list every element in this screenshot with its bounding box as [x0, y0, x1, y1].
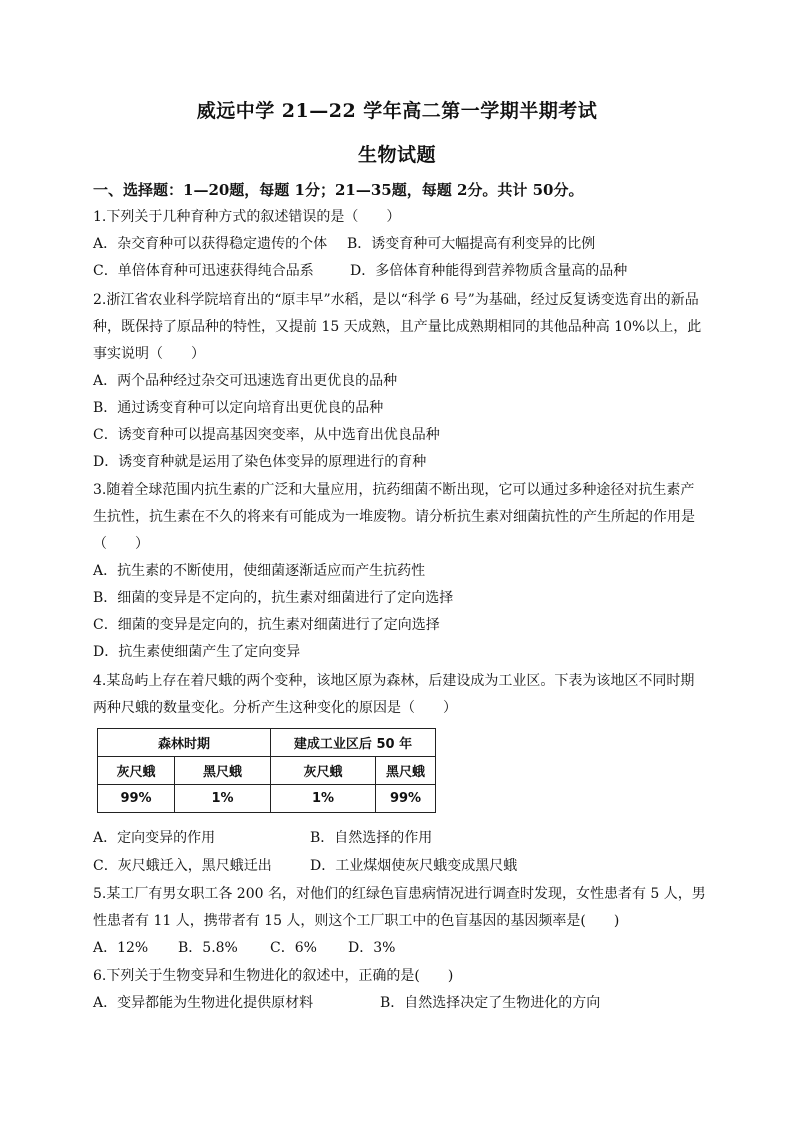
q6-stem: 6.下列关于生物变异和生物进化的叙述中，正确的是( )	[93, 968, 454, 984]
table-col-black-moth-1: 黑尺蛾	[175, 757, 271, 785]
table-cell: 1%	[271, 785, 376, 813]
q2-stem-line1: 2.浙江省农业科学院培育出的“原丰早”水稻，是以“科学 6 号”为基础，经过反复诱变选育出的新品	[93, 292, 699, 308]
q1-option-a: A．杂交育种可以获得稳定遗传的个体	[93, 236, 328, 252]
q1-option-d: D．多倍体育种能得到营养物质含量高的品种	[350, 263, 628, 279]
q5-option-c: C．6%	[270, 940, 317, 956]
table-col-gray-moth-2: 灰尺蛾	[271, 757, 376, 785]
q2-option-c: C．诱变育种可以提高基因突变率，从中选育出优良品种	[93, 427, 440, 443]
q2-stem-line2: 种，既保持了原品种的特性，又提前 15 天成熟，且产量比成熟期相同的其他品种高 10%以上，此	[93, 319, 702, 335]
q1-option-c: C．单倍体育种可迅速获得纯合品系	[93, 263, 314, 279]
q3-option-d: D．抗生素使细菌产生了定向变异	[93, 644, 301, 660]
q6-option-a: A．变异都能为生物进化提供原材料	[93, 995, 314, 1011]
q4-option-b: B．自然选择的作用	[310, 830, 433, 846]
q3-option-c: C．细菌的变异是定向的，抗生素对细菌进行了定向选择	[93, 617, 440, 633]
section-heading: 一、选择题：1—20题，每题 1分；21—35题，每题 2分。共计 50分。	[93, 181, 584, 199]
moth-population-table	[97, 728, 436, 813]
q2-stem-line3: 事实说明（ ）	[93, 346, 205, 362]
q6-option-b: B．自然选择决定了生物进化的方向	[380, 995, 601, 1011]
q3-stem-line3: （ ）	[93, 536, 149, 552]
q2-option-b: B．通过诱变育种可以定向培育出更优良的品种	[93, 400, 384, 416]
table-cell: 99%	[98, 785, 175, 813]
exam-title: 威远中学 21—22 学年高二第一学期半期考试	[196, 100, 598, 122]
q1-option-b: B．诱变育种可大幅提高有利变异的比例	[347, 236, 596, 252]
table-col-gray-moth-1: 灰尺蛾	[98, 757, 175, 785]
q4-stem-line2: 两种尺蛾的数量变化。分析产生这种变化的原因是（ ）	[93, 700, 457, 716]
q5-option-a: A．12%	[93, 940, 149, 956]
q3-option-b: B．细菌的变异是不定向的，抗生素对细菌进行了定向选择	[93, 590, 454, 606]
q4-option-c: C．灰尺蛾迁入，黑尺蛾迁出	[93, 858, 272, 874]
q4-stem-line1: 4.某岛屿上存在着尺蛾的两个变种，该地区原为森林，后建设成为工业区。下表为该地区不同时期	[93, 673, 695, 689]
q1-stem: 1.下列关于几种育种方式的叙述错误的是（ ）	[93, 209, 401, 225]
table-subheader-row	[98, 757, 436, 785]
table-col-black-moth-2: 黑尺蛾	[376, 757, 436, 785]
q4-option-a: A．定向变异的作用	[93, 830, 216, 846]
q3-stem-line1: 3.随着全球范围内抗生素的广泛和大量应用，抗药细菌不断出现，它可以通过多种途径对抗生素产	[93, 482, 695, 498]
table-cell: 99%	[376, 785, 436, 813]
q5-stem-line1: 5.某工厂有男女职工各 200 名，对他们的红绿色盲患病情况进行调查时发现，女性患者有 5 人，男	[93, 886, 706, 902]
exam-subtitle: 生物试题	[357, 144, 436, 166]
q2-option-d: D．诱变育种就是运用了染色体变异的原理进行的育种	[93, 454, 427, 470]
table-header-row	[98, 729, 436, 757]
q5-option-b: B．5.8%	[178, 940, 238, 956]
table-row	[98, 785, 436, 813]
table-period-industrial: 建成工业区后 50 年	[271, 729, 436, 757]
q3-option-a: A．抗生素的不断使用，使细菌逐渐适应而产生抗药性	[93, 563, 426, 579]
q2-option-a: A．两个品种经过杂交可迅速选育出更优良的品种	[93, 373, 398, 389]
q5-option-d: D．3%	[348, 940, 396, 956]
q5-stem-line2: 性患者有 11 人，携带者有 15 人，则这个工厂职工中的色盲基因的基因频率是( )	[93, 913, 620, 929]
table-period-forest: 森林时期	[98, 729, 271, 757]
q4-option-d: D．工业煤烟使灰尺蛾变成黑尺蛾	[310, 858, 518, 874]
q3-stem-line2: 生抗性，抗生素在不久的将来有可能成为一堆废物。请分析抗生素对细菌抗性的产生所起的作用是	[93, 509, 695, 525]
table-cell: 1%	[175, 785, 271, 813]
